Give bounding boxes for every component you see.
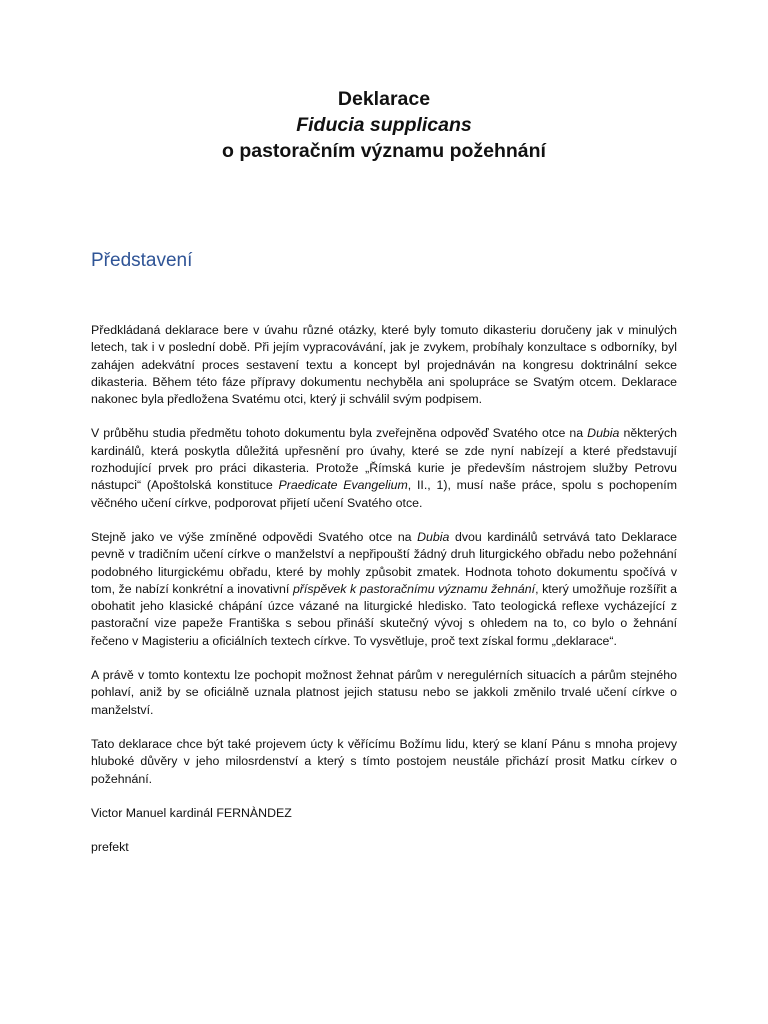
title-line-declaration: Deklarace — [337, 88, 431, 110]
paragraph-5: Tato deklarace chce být také projevem úcty k věřícímu Božímu lidu, který se klaní Pánu s mnoha projevy hluboké důvěry v jeho milosrdenství a který s tímto postojem neustále přichází prosit Matku církev o požehnání. — [91, 736, 677, 786]
paragraph-2-text-a: V průběhu studia předmětu tohoto dokumentu byla zveřejněna odpověď Svatého otce na — [91, 426, 588, 441]
paragraph-4: A právě v tomto kontextu lze pochopit možnost žehnat párům v neregulérních situacích a párům stejného pohlaví, aniž by se oficiálně uznala platnost jejich statusu nebo se jakkoli změnilo trvalé učení církve o manželství. — [91, 668, 677, 717]
signature-name: Victor Manuel kardinál FERNÀNDEZ — [91, 805, 292, 820]
document-body — [91, 322, 677, 873]
paragraph-2-emphasis-constitution: Praedicate Evangelium — [278, 478, 408, 493]
paragraph-3 — [91, 529, 677, 650]
paragraph-1: Předkládaná deklarace bere v úvahu různé otázky, které byly tomuto dikasteriu doručeny jak v minulých letech, tak i v poslední době. Při jejím vypracovávání, jak je zvykem, probíhaly konzultace s odborníky, byl zahájen adekvátní proces sestavení textu a koncept byl projednáván na kongresu doktrinální sekce dikasteria. Během této fáze přípravy dokumentu nechyběla ani spolupráce se Svatým otcem. Deklarace nakonec byla předložena Svatému otci, který ji schválil svým podpisem. — [91, 323, 677, 407]
paragraph-3-emphasis-contribution: příspěvek k pastoračnímu významu žehnání — [292, 581, 536, 596]
paragraph-2-text-b: některých kardinálů, která poskytla důležitá upřesnění pro úvahy, které se zde nyní nabízejí a které představují rozhodující prvek pro práci dikasteria. Protože „Římská kurie je především nástrojem služby Petrovu nástupci“ (Apoštolská konstituce — [91, 426, 677, 493]
paragraph-2-emphasis-dubia: Dubia — [587, 426, 620, 441]
paragraph-3-text-c: , který umožňuje rozšířit a obohatit jeho klasické chápání úzce vázané na liturgické hledisko. Tato teologická reflexe vycházející z pastorační vize papeže Františka s sebou přináší skutečný vývoj s ohledem na to, co bylo o žehnání řečeno v Magisteriu a oficiálních textech církve. To vysvětluje, proč text získal formu „deklarace“. — [91, 581, 677, 648]
section-heading: Představení — [91, 250, 193, 271]
paragraph-3-text-a: Stejně jako ve výše zmíněné odpovědi Svatého otce na — [91, 529, 418, 544]
document-title — [0, 86, 768, 164]
title-line-latin-name: Fiducia supplicans — [296, 114, 472, 136]
paragraph-2-text-c: , II., 1), musí naše práce, spolu s pochopením věčného učení církve, podporovat přijetí učení Svatého otce. — [91, 478, 677, 510]
paragraph-3-text-b: dvou kardinálů setrvává tato Deklarace pevně v tradičním učení církve o manželství a nepřipouští žádný druh liturgického obřadu nebo požehnání podobného liturgickému obřadu, které by mohly způsobit zmatek. Hodnota tohoto dokumentu spočívá v tom, že nabízí konkrétní a inovativní — [91, 529, 677, 596]
paragraph-2 — [91, 425, 677, 511]
title-line-subtitle: o pastoračním významu požehnání — [222, 140, 546, 162]
paragraph-3-emphasis-dubia: Dubia — [417, 529, 450, 544]
signature-role: prefekt — [91, 840, 129, 855]
